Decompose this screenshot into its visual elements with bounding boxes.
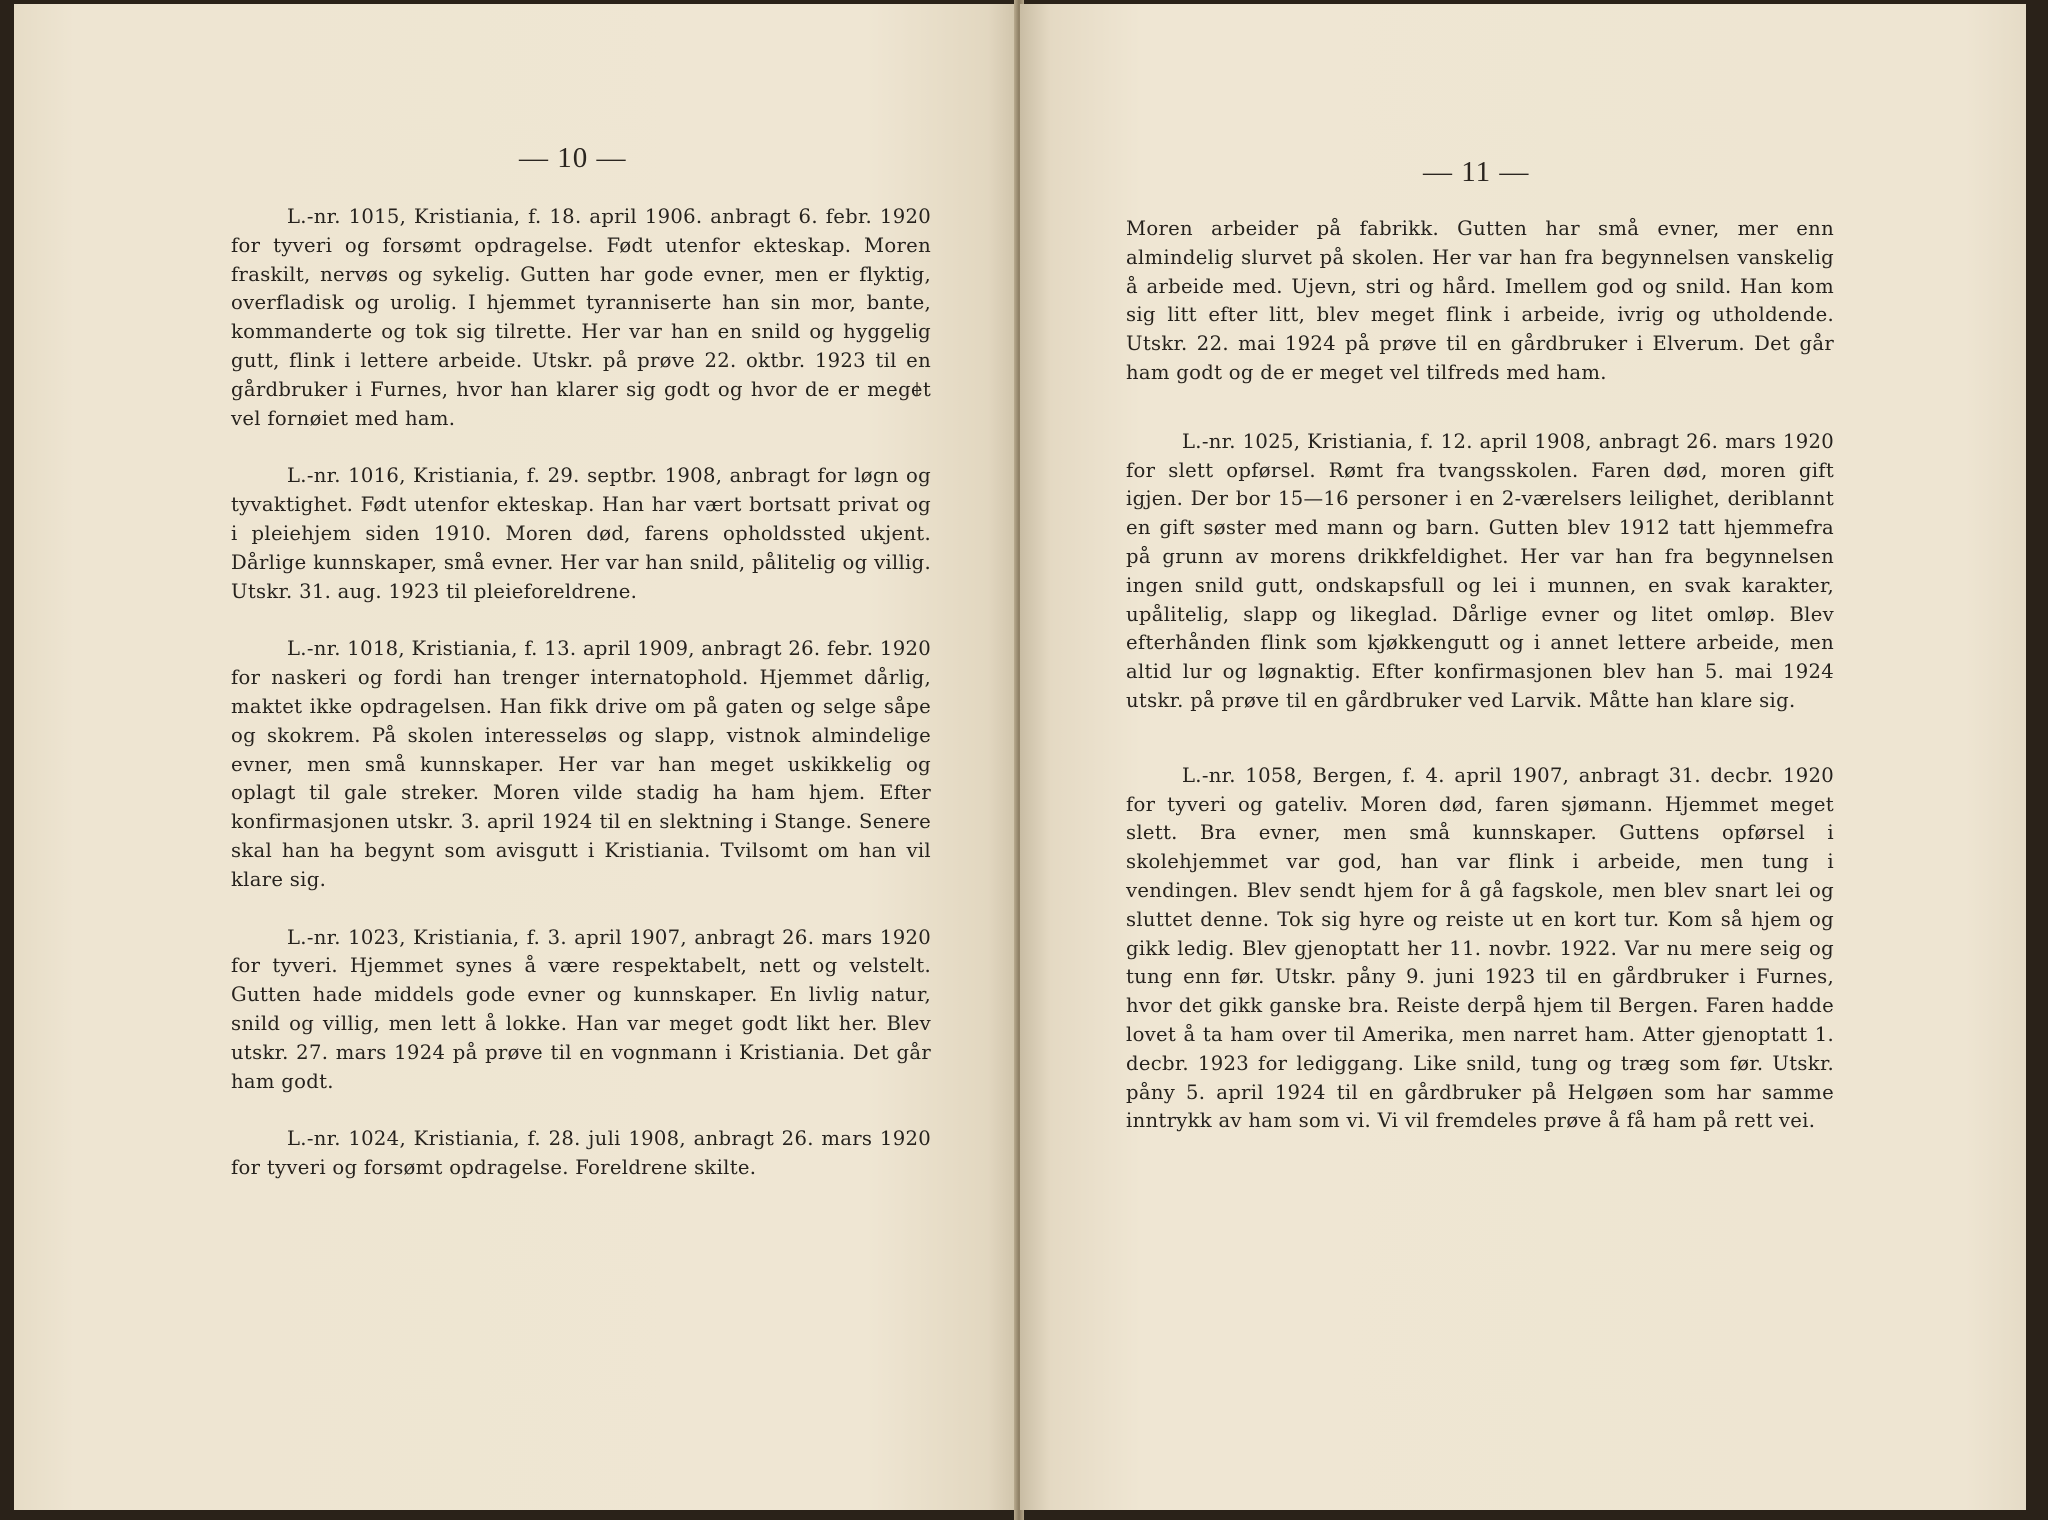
- page-text: [1126, 215, 1834, 1136]
- record-entry: L.-nr. 1024, Kristiania, f. 28. juli 1908, anbragt 26. mars 1920 for tyveri og forsømt opdragelse. Foreldrene skilte.: [231, 1127, 931, 1180]
- page-number: — 11 —: [1423, 156, 1530, 188]
- page-number: — 10 —: [519, 142, 627, 174]
- record-entry: L.-nr. 1023, Kristiania, f. 3. april 1907, anbragt 26. mars 1920 for tyveri. Hjemmet synes å være respektabelt, nett og velstelt. Gutten hade middels gode evner og kunnskaper. En livlig natur, snild og villig, men lett å lokke. Han var meget godt likt her. Blev utskr. 27. mars 1924 på prøve til en vognmann i Kristiania. Det går ham godt.: [231, 925, 931, 1093]
- record-entry: L.-nr. 1025, Kristiania, f. 12. april 1908, anbragt 26. mars 1920 for slett opførsel. Rømt fra tvangsskolen. Faren død, moren gift igjen. Der bor 15—16 personer i en 2-værelsers leilighet, deriblannt en gift søster med mann og barn. Gutten blev 1912 tatt hjemmefra på grunn av morens drikkfeldighet. Her var han fra begynnelsen ingen snild gutt, ondskapsfull og lei i munnen, en svak karakter, upålitelig, slapp og likeglad. Dårlige evner og litet omløp. Blev efterhånden flink som kjøkkengutt og i annet lettere arbeide, men altid lur og løgnaktig. Efter konfirmasjonen blev han 5. mai 1924 utskr. på prøve til en gårdbruker ved Larvik. Måtte han klare sig.: [1126, 429, 1834, 712]
- record-entry-continued: Moren arbeider på fabrikk. Gutten har små evner, mer enn almindelig slurvet på skolen. Her var han fra begynnelsen vanskelig å arbeide med. Ujevn, stri og hård. Imellem god og snild. Han kom sig litt efter litt, blev meget flink i arbeide, ivrig og utholdende. Utskr. 22. mai 1924 på prøve til en gårdbruker i Elverum. Det går ham godt og de er meget vel tilfreds med ham.: [1126, 217, 1834, 384]
- right-page: [1020, 4, 2026, 1510]
- record-entry: L.-nr. 1016, Kristiania, f. 29. septbr. 1908, anbragt for løgn og tyvaktighet. Født utenfor ekteskap. Han har vært bortsatt privat og i pleiehjem siden 1910. Moren død, farens opholdssted ukjent. Dårlige kunnskaper, små evner. Her var han snild, pålitelig og villig. Utskr. 31. aug. 1923 til pleieforeldrene.: [231, 464, 931, 603]
- record-entry: L.-nr. 1015, Kristiania, f. 18. april 1906. anbragt 6. febr. 1920 for tyveri og forsømt opdragelse. Født utenfor ekteskap. Moren fraskilt, nervøs og sykelig. Gutten har gode evner, men er flyktig, overfladisk og urolig. I hjemmet tyranniserte han sin mor, bante, kommanderte og tok sig tilrette. Her var han en snild og hyggelig gutt, flink i lettere arbeide. Utskr. på prøve 22. oktbr. 1923 til en gårdbruker i Furnes, hvor han klarer sig godt og hvor de er meget vel fornøiet med ham.: [231, 205, 931, 430]
- scan-border-right: [2026, 0, 2048, 1520]
- record-entry: L.-nr. 1058, Bergen, f. 4. april 1907, anbragt 31. decbr. 1920 for tyveri og gateliv. Moren død, faren sjømann. Hjemmet meget slett. Bra evner, men små kunnskaper. Guttens opførsel i skolehjemmet var god, han var flink i arbeide, men tung i vendingen. Blev sendt hjem for å gå fagskole, men blev snart lei og sluttet denne. Tok sig hyre og reiste ut en kort tur. Kom så hjem og gikk ledig. Blev gjenoptatt her 11. novbr. 1922. Var nu mere seig og tung enn før. Utskr. påny 9. juni 1923 til en gårdbruker i Furnes, hvor det gikk ganske bra. Reiste derpå hjem til Bergen. Faren hadde lovet å ta ham over til Amerika, men narret ham. Atter gjenoptatt 1. decbr. 1923 for lediggang. Like snild, tung og træg som før. Utskr. påny 5. april 1924 til en gårdbruker på Helgøen som har samme inntrykk av ham som vi. Vi vil fremdeles prøve å få ham på rett vei.: [1126, 763, 1834, 1133]
- page-text: [231, 203, 931, 1183]
- scan-border-bottom: [0, 1510, 2048, 1520]
- left-page: [14, 4, 1018, 1510]
- record-entry: L.-nr. 1018, Kristiania, f. 13. april 1909, anbragt 26. febr. 1920 for naskeri og fordi han trenger internatophold. Hjemmet dårlig, maktet ikke opdragelsen. Han fikk drive om på gaten og selge såpe og skokrem. På skolen interesseløs og slapp, vistnok almindelige evner, men små kunnskaper. Her var han meget uskikkelig og oplagt til gale streker. Moren vilde stadig ha ham hjem. Efter konfirmasjonen utskr. 3. april 1924 til en slektning i Stange. Senere skal han ha begynt som avisgutt i Kristiania. Tvilsomt om han vil klare sig.: [231, 637, 931, 891]
- scan-border-left: [0, 0, 14, 1520]
